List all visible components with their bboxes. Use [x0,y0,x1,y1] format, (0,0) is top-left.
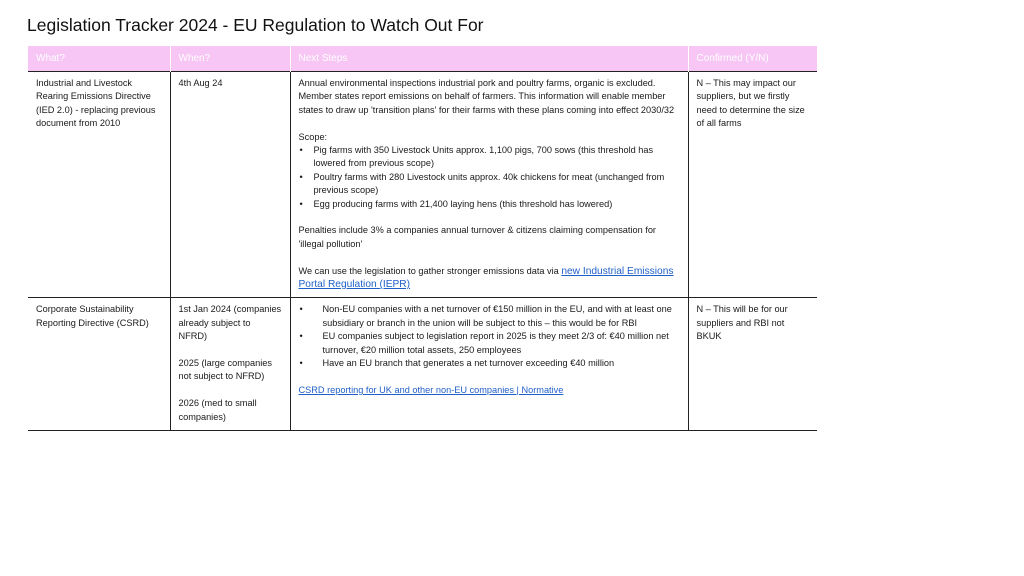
steps-intro: Annual environmental inspections industrial pork and poultry farms, organic is excluded. Member states report emissions on behalf of farmers. This information will enable member states to draw up 'transition plans' for their farms with these plans coming into effect 2030/32 [298,78,675,115]
list-item: • Poultry farms with 280 Livestock units approx. 40k chickens for meat (unchanged from previous scope) [299,171,680,198]
cell-next-steps [290,298,688,431]
list-item: • Egg producing farms with 21,400 laying hens (this threshold has lowered) [299,198,680,211]
cell-confirmed: N – This will be for our suppliers and RBI not BKUK [688,298,817,431]
list-item: • Pig farms with 350 Livestock Units approx. 1,100 pigs, 700 sows (this threshold has lowered from previous scope) [299,144,680,171]
emissions-data-text: We can use the legislation to gather stronger emissions data via [298,265,562,276]
csrd-list [299,303,680,370]
list-item: • Have an EU branch that generates a net turnover exceeding €40 million [299,357,680,370]
emissions-data-paragraph [299,265,680,292]
penalties-text: Penalties include 3% a companies annual turnover & citizens claiming compensation for 'illegal pollution' [298,225,656,249]
when-date: 2026 (med to small companies) [178,398,257,422]
column-header-what: What? [28,46,170,72]
when-date: 2025 (large companies not subject to NFRD) [178,358,272,382]
csrd-normative-link[interactable]: CSRD reporting for UK and other non-EU companies | Normative [298,384,564,395]
legislation-table [28,46,817,431]
column-header-confirmed: Confirmed (Y/N) [688,46,817,72]
cell-when [170,72,290,298]
list-item: • Non-EU companies with a net turnover of €150 million in the EU, and with at least one subsidiary or branch in the union will be subject to this – this would be for RBI [299,303,680,330]
column-header-next-steps: Next Steps [290,46,688,72]
when-date: 1st Jan 2024 (companies already subject to NFRD) [178,304,282,342]
cell-when [170,298,290,431]
cell-confirmed: N – This may impact our suppliers, but we firstly need to determine the size of all farms [688,72,817,298]
when-date: 4th Aug 24 [178,78,223,88]
list-item: • EU companies subject to legislation report in 2025 is they meet 2/3 of: €40 million net turnover, €20 million total assets, 250 employees [299,330,680,357]
table-header-row [28,46,817,72]
table-row-ied [28,72,817,298]
scope-label: Scope: [298,131,328,142]
page-title: Legislation Tracker 2024 - EU Regulation to Watch Out For [27,15,484,35]
cell-what: Industrial and Livestock Rearing Emissions Directive (IED 2.0) - replacing previous document from 2010 [28,72,170,298]
scope-list [299,144,680,211]
table-row-csrd [28,298,817,431]
cell-what: Corporate Sustainability Reporting Directive (CSRD) [28,298,170,431]
column-header-when: When? [170,46,290,72]
cell-next-steps [290,72,688,298]
iepr-link[interactable]: new Industrial Emissions Portal Regulation (IEPR) [298,265,674,291]
